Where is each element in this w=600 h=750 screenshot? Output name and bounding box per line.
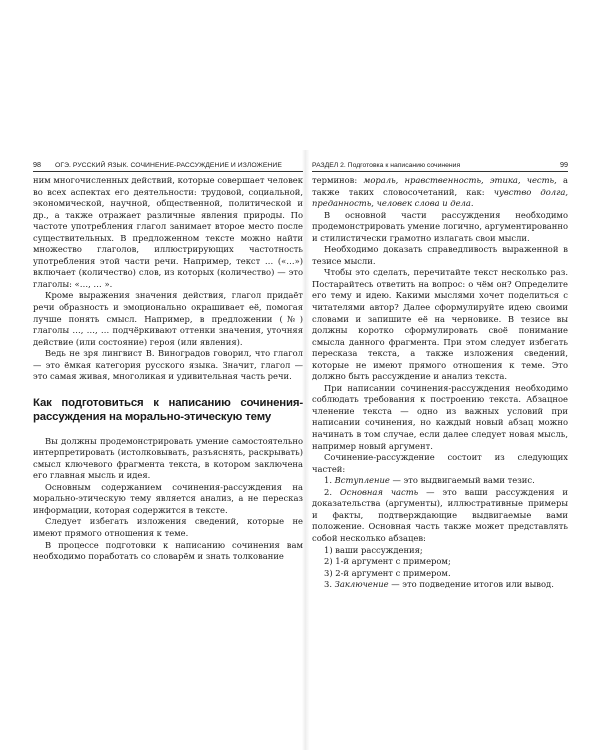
list-term: Основная часть: [339, 486, 419, 497]
paragraph: Следует избегать изложения сведений, которые не имеют прямого отношения к теме.: [33, 516, 303, 539]
sub-list-item: 1) ваши рассуждения;: [324, 544, 423, 555]
page-gutter: [302, 150, 310, 750]
list-item: [312, 475, 568, 487]
right-running-header: [312, 158, 568, 172]
list-item: [312, 487, 568, 545]
left-page-number: 98: [33, 160, 41, 169]
italic-terms: мораль, нравственность, этика, честь,: [363, 175, 557, 185]
paragraph: В основной части рассуждения необходимо продемонстрировать умение логично, аргументированно и стилистически грамотно излагать свои мысли.: [312, 209, 568, 243]
paragraph: При написании сочинения-рассуждения необходимо соблюдать требования к построению текста. Абзацное членение текста — одно из важных условий при написании сочинения, но каждый новый абзац можно начинать в том случае, если далее следует новая мысль, например новый аргумент.: [312, 382, 568, 451]
left-page: [33, 158, 303, 563]
paragraph: Основным содержанием сочинения-рассуждения на морально-этическую тему является анализ, а не пересказ информации, которая содержится в тексте.: [33, 481, 303, 515]
paragraph: [312, 175, 568, 210]
paragraph: Ведь не зря лингвист В. Виноградов говорил, что глагол — это ёмкая категория русского языка. Значит, глагол — это самая живая, многоликая и удивительная часть речи.: [33, 348, 303, 382]
list-text: — это выдвигаемый вами тезис.: [389, 475, 535, 486]
sub-list-item: 2) 1-й аргумент с примером;: [324, 556, 451, 567]
italic-terms: чувство долга, преданность, человек слова и дела.: [312, 186, 568, 209]
list-item: [312, 579, 568, 591]
right-page-number: 99: [560, 160, 568, 169]
paragraph: Вы должны продемонстрировать умение самостоятельно интерпретировать (истолковывать, разъяснять, раскрывать) смысл ключевого фрагмента текста, в котором заключена его главная мысль и идея.: [33, 435, 303, 481]
left-running-header: [33, 158, 303, 172]
paragraph: В процессе подготовки к написанию сочинения вам необходимо поработать со словарём и знать толкование: [33, 539, 303, 562]
list-number: 3.: [324, 579, 335, 590]
left-header-title: ОГЭ. РУССКИЙ ЯЗЫК. СОЧИНЕНИЕ-РАССУЖДЕНИЕ И ИЗЛОЖЕНИЕ: [55, 162, 282, 169]
list-term: Вступление: [334, 475, 390, 486]
list-term: Заключение: [334, 579, 389, 590]
sub-list-item: 3) 2-й аргумент с примером.: [324, 567, 451, 578]
right-header-section: РАЗДЕЛ 2. Подготовка к написанию сочинения: [312, 162, 461, 169]
right-page: [312, 158, 568, 591]
text-run: а также таких словосочетаний, как:: [312, 175, 568, 197]
list-text: — это подведение итогов или вывод.: [388, 579, 554, 590]
left-page-body: [33, 175, 303, 563]
paragraph: Чтобы это сделать, перечитайте текст несколько раз. Постарайтесь ответить на вопрос: о чём он? Определите его тему и идею. Какими мыслями хочет поделиться с читателями автор? Далее сформулируйте идею своими словами и запишите её на черновике. В тезисе вы должны коротко сформулировать своё понимание смысла данного фрагмента. При этом следует избегать пересказа текста, а также изложения сведений, которые не имеют прямого отношения к теме. Это должно быть рассуждение и анализ текста.: [312, 267, 568, 382]
right-page-body: [312, 175, 568, 591]
paragraph: ним многочисленных действий, которые совершает человек во всех аспектах его деятельности: трудовой, социальной, экономической, научной, общественной, политической и др., а также отражает различные явления природы. По частоте употребления глагол занимает второе место после существительных. В предложенном тексте можно найти множество глаголов, иллюстрирующих частотность употребления этой части речи. Например, текст … («…») включает (количество) слов, из которых (количество) — это глаголы: «…, … ».: [33, 175, 303, 289]
paragraph: Необходимо доказать справедливость выраженной в тезисе мысли.: [312, 244, 568, 266]
paragraph: Сочинение-рассуждение состоит из следующих частей:: [312, 452, 568, 474]
section-heading: Как подготовиться к написанию сочинения-рассуждения на морально-этическую тему: [33, 396, 303, 424]
list-text: — это ваши рассуждения и доказательства (аргументы), иллюстративные примеры и факты, подтверждающие выдвигаемые вами положение. Основная часть также может представлять собой несколько абзацев:: [312, 486, 569, 543]
list-number: 2.: [324, 486, 340, 497]
text-run: терминов:: [312, 175, 364, 185]
paragraph: Кроме выражения значения действия, глагол придаёт речи образность и эмоционально окрашивает её, помогая лучше понять смысл. Например, в предложении (№) глаголы …, …, … подчёркивают оттенки значения, уточняя действие (или состояние) героя (или явления).: [33, 290, 303, 347]
list-number: 1.: [324, 475, 335, 486]
